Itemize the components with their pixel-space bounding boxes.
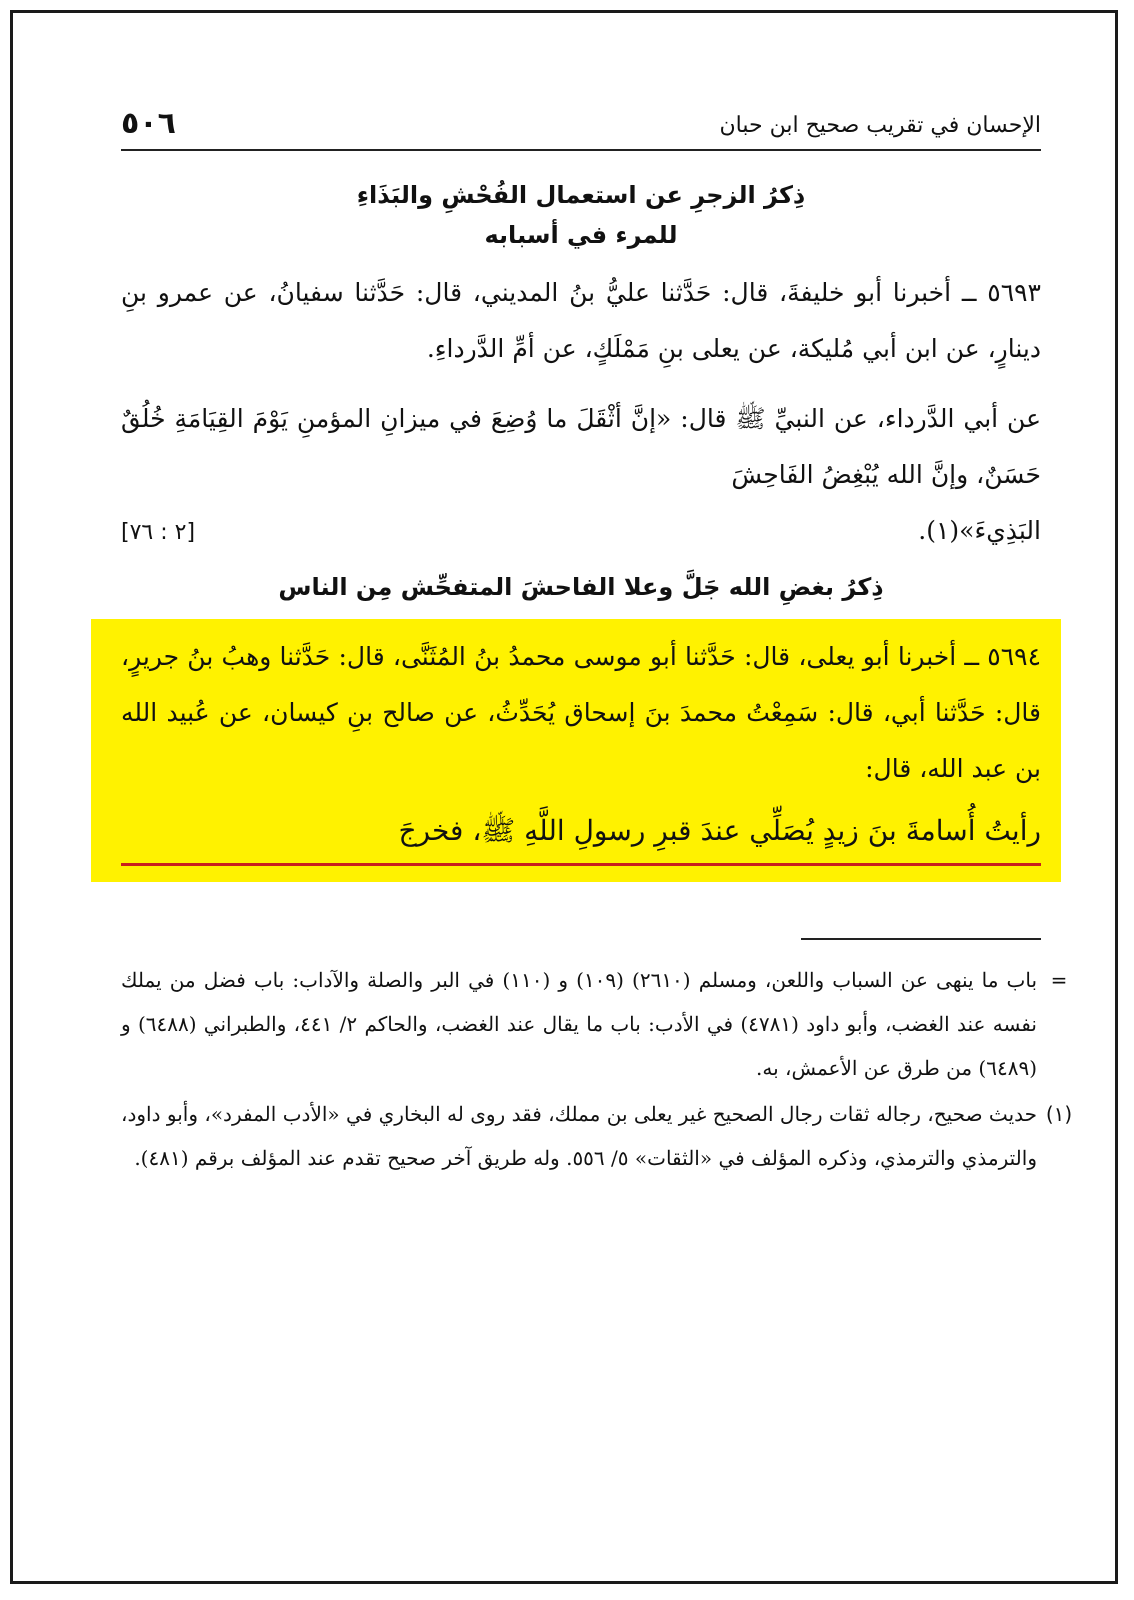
hadith-5694-isnad (121, 629, 1041, 797)
hadith-number: ٥٦٩٣ (987, 278, 1041, 307)
underlined-matn-line: رأيتُ أُسامةَ بنَ زيدٍ يُصَلِّي عندَ قبرِ رسولِ اللَّهِ ﷺ، فخرجَ (121, 801, 1041, 866)
highlighted-passage (91, 619, 1061, 882)
footnote-mark: (١) (1045, 1102, 1073, 1126)
isnad-text: ــ أخبرنا أبو خليفةَ، قال: حَدَّثنا عليُّ بنُ المديني، قال: حَدَّثنا سفيانُ، عن عمرو بنِ دينارٍ، عن ابن أبي مُليكة، عن يعلى بنِ مَمْلَكٍ، عن أمِّ الدَّرداءِ. (121, 278, 1041, 363)
matn-end-line (121, 503, 1041, 561)
hadith-number: ٥٦٩٤ (987, 642, 1041, 671)
section-heading-1 (121, 175, 1041, 255)
isnad-text: ــ أخبرنا أبو يعلى، قال: حَدَّثنا أبو موسى محمدُ بنُ المُثَنَّى، قال: حَدَّثنا وهبُ بنُ جريرٍ، قال: حَدَّثنا أبي، قال: سَمِعْتُ محمدَ بنَ إسحاق يُحَدِّثُ، عن صالح بنِ كيسان، عن عُبيد الله بن عبد الله، قال: (121, 642, 1041, 783)
footnote-1 (121, 1092, 1081, 1180)
running-head (121, 103, 1041, 151)
footnote-text: باب ما ينهى عن السباب واللعن، ومسلم (٢٦١٠) (١٠٩) و (١١٠) في البر والصلة والآداب: باب فضل من يملك نفسه عند الغضب، وأبو داود (٤٧٨١) في الأدب: باب ما يقال عند الغضب، والحاكم ٢/ ٤٤١، والطبراني (٦٤٨٨) و (٦٤٨٩) من طرق عن الأعمش، به. (121, 968, 1038, 1080)
section-heading-1-line2: للمرء في أسبابه (484, 221, 678, 249)
section-heading-2: ذِكرُ بغضِ الله جَلَّ وعلا الفاحشَ المتفحِّش مِن الناس (278, 573, 884, 601)
hadith-reference: [٢ : ٧٦] (121, 520, 196, 545)
matn-text: عن أبي الدَّرداء، عن النبيِّ ﷺ قال: «إنَّ أثْقَلَ ما وُضِعَ في ميزانِ المؤمنِ يَوْمَ القِيَامَةِ خُلُقٌ حَسَنٌ، وإنَّ الله يُبْغِضُ الفَاحِشَ (121, 404, 1041, 489)
footnote-divider (801, 938, 1041, 940)
footnotes (121, 958, 1081, 1180)
footnote-continuation (121, 958, 1081, 1090)
book-title: الإحسان في تقريب صحيح ابن حبان (719, 113, 1041, 138)
page-number: ٥٠٦ (121, 106, 176, 141)
footnote-mark: = (1050, 968, 1068, 992)
book-page (121, 103, 1073, 1180)
hadith-5693-matn (121, 391, 1041, 561)
page-frame (10, 10, 1118, 1584)
matn-end-text: البَذِيءَ»(١). (918, 516, 1041, 545)
section-heading-1-line1: ذِكرُ الزجرِ عن استعمال الفُحْشِ والبَذَاءِ (356, 181, 806, 209)
hadith-5693-isnad (121, 265, 1041, 377)
footnote-text: حديث صحيح، رجاله ثقات رجال الصحيح غير يعلى بن مملك، فقد روى له البخاري في «الأدب المفرد»، وأبو داود، والترمذي والترمذي، وذكره المؤلف في «الثقات» ٥/ ٥٥٦. وله طريق آخر صحيح تقدم عند المؤلف برقم (٤٨١). (121, 1102, 1037, 1170)
